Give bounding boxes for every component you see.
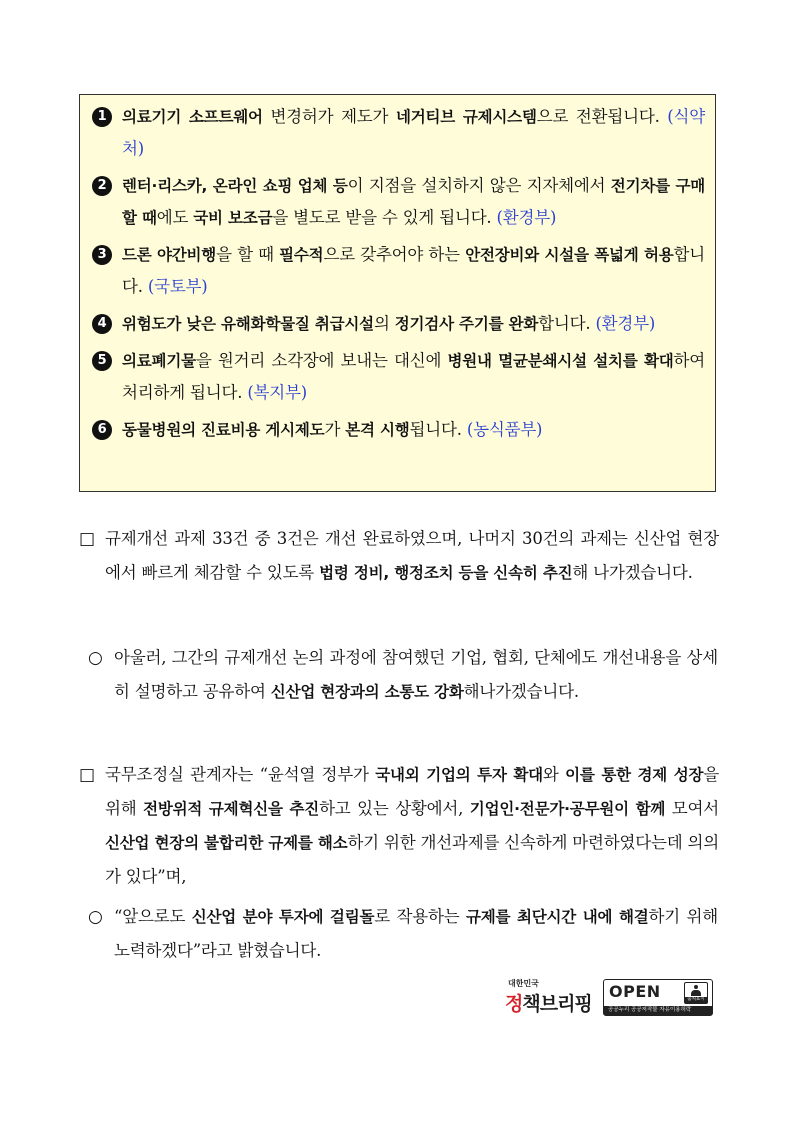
paragraph-text bbox=[114, 641, 718, 709]
bold-text: 동물병원의 진료비용 게시제도 bbox=[122, 421, 325, 439]
sub-paragraph bbox=[88, 641, 718, 709]
summary-item-text bbox=[122, 308, 705, 340]
bold-text: 국비 보조금 bbox=[193, 209, 273, 227]
text-run: 해나가겠습니다. bbox=[463, 682, 579, 701]
bold-text: 본격 시행 bbox=[345, 421, 410, 439]
text-run: 을 별도로 받을 수 있게 됩니다. bbox=[272, 208, 497, 227]
text-run: 로 작용하는 bbox=[374, 907, 466, 926]
agency-label: (환경부) bbox=[496, 208, 557, 227]
briefing-small-text: 대한민국 bbox=[508, 979, 539, 988]
text-run: 을 위해 bbox=[105, 765, 719, 818]
agency-label: (국토부) bbox=[147, 277, 208, 296]
agency-label: (복지부) bbox=[247, 383, 308, 402]
agency-label: (농식품부) bbox=[466, 420, 543, 439]
text-run: 으로 갖추어야 하는 bbox=[323, 245, 466, 264]
bold-text: 기업인·전문가·공무원이 함께 bbox=[469, 800, 666, 818]
text-run: 을 할 때 bbox=[216, 245, 280, 264]
bold-text: 위험도가 낮은 유해화학물질 취급시설 bbox=[122, 315, 374, 333]
attribution-type-badge bbox=[684, 982, 708, 1004]
item-number-badge: 2 bbox=[92, 176, 112, 196]
summary-item-text bbox=[122, 239, 705, 303]
bold-text: 국내외 기업의 투자 확대 bbox=[375, 766, 543, 784]
text-run: 규제개선 과제 33건 중 3건은 개선 완료하였으며, 나머지 30건의 과제는 신산업 현장에서 빠르게 체감할 수 있도록 bbox=[105, 529, 719, 582]
bold-text: 렌터·리스카, 온라인 쇼핑 업체 등 bbox=[122, 177, 348, 195]
summary-box bbox=[79, 94, 716, 492]
bold-text: 안전장비와 시설을 폭넓게 허용 bbox=[465, 246, 674, 264]
bold-text: 신산업 현장과의 소통도 강화 bbox=[270, 683, 464, 701]
text-run: 하여 처리하게 됩니다. bbox=[122, 351, 705, 402]
item-number-badge: 5 bbox=[92, 351, 112, 371]
text-run: 이 지점을 설치하지 않은 지자체에서 bbox=[347, 176, 611, 195]
bold-text: 전방위적 규제혁신을 추진 bbox=[143, 800, 320, 818]
item-number-badge: 6 bbox=[92, 420, 112, 440]
bold-text: 이를 통한 경제 성장 bbox=[565, 766, 704, 784]
kogl-open-license-logo[interactable] bbox=[603, 979, 713, 1016]
text-run: 의 bbox=[373, 314, 395, 333]
paragraph-text bbox=[114, 900, 718, 968]
square-bullet-icon: □ bbox=[79, 765, 95, 785]
bold-text: 정기검사 주기를 완화 bbox=[394, 315, 539, 333]
bold-text: 전기차를 구매할 때 bbox=[122, 177, 705, 227]
text-run: 합니다. bbox=[538, 314, 596, 333]
item-number-badge: 3 bbox=[92, 245, 112, 265]
paragraph bbox=[79, 758, 719, 894]
text-run: 합니다. bbox=[122, 245, 706, 296]
policy-briefing-logo[interactable] bbox=[505, 978, 597, 1018]
circle-bullet-icon: ○ bbox=[88, 648, 103, 668]
bold-text: 법령 정비, 행정조치 등을 신속히 추진 bbox=[319, 564, 573, 582]
summary-item bbox=[92, 239, 705, 303]
summary-item-text bbox=[122, 414, 705, 446]
agency-label: (식약처) bbox=[122, 107, 706, 158]
attribution-label: 출처표시 bbox=[685, 997, 707, 1003]
text-run: 와 bbox=[542, 765, 566, 784]
briefing-big-text: 정책브리핑 bbox=[505, 993, 592, 1015]
bold-text: 필수적 bbox=[279, 246, 324, 264]
square-bullet-icon: □ bbox=[79, 529, 95, 549]
kogl-bar: 공공누리 공공저작물 자유이용허락 bbox=[604, 1006, 712, 1015]
bold-text: 병원내 멸균분쇄시설 설치를 확대 bbox=[447, 352, 674, 370]
summary-item-text bbox=[122, 101, 705, 165]
sub-paragraph bbox=[88, 900, 718, 968]
circle-bullet-icon: ○ bbox=[88, 907, 103, 927]
bold-text: 신산업 현장의 불합리한 규제를 해소 bbox=[105, 834, 348, 852]
text-run: 하고 있는 상황에서, bbox=[319, 799, 470, 818]
text-run: 아울러, 그간의 규제개선 논의 과정에 참여했던 기업, 협회, 단체에도 개선내용을 상세히 설명하고 공유하여 bbox=[114, 648, 718, 701]
bold-text: 의료기기 소프트웨어 bbox=[122, 108, 263, 126]
summary-item-text bbox=[122, 345, 705, 409]
bold-text: 드론 야간비행 bbox=[122, 246, 217, 264]
footer-logos bbox=[505, 978, 715, 1018]
text-run: 으로 전환됩니다. bbox=[536, 107, 668, 126]
person-icon bbox=[691, 985, 701, 997]
text-run: 국무조정실 관계자는 “윤석열 정부가 bbox=[105, 765, 376, 784]
text-run: 하기 위해 노력하겠다”라고 밝혔습니다. bbox=[114, 907, 719, 960]
agency-label: (환경부) bbox=[595, 314, 656, 333]
summary-item bbox=[92, 170, 705, 234]
summary-item bbox=[92, 414, 705, 446]
bold-text: 신산업 분야 투자에 걸림돌 bbox=[191, 908, 375, 926]
text-run: 을 원거리 소각장에 보내는 대신에 bbox=[195, 351, 448, 370]
text-run: 해 나가겠습니다. bbox=[572, 563, 693, 582]
paragraph-text bbox=[105, 522, 719, 590]
text-run: 하기 위한 개선과제를 신속하게 마련하였다는데 의의가 있다”며, bbox=[105, 833, 719, 886]
text-run: 에도 bbox=[156, 208, 194, 227]
paragraph bbox=[79, 522, 719, 590]
bold-text: 규제를 최단시간 내에 해결 bbox=[466, 908, 649, 926]
paragraph-text bbox=[105, 758, 719, 894]
item-number-badge: 4 bbox=[92, 314, 112, 334]
text-run: 가 bbox=[324, 420, 346, 439]
bold-text: 네거티브 규제시스템 bbox=[395, 108, 537, 126]
summary-item-text bbox=[122, 170, 705, 234]
text-run: 변경허가 제도가 bbox=[262, 107, 396, 126]
bold-text: 의료폐기물 bbox=[122, 352, 196, 370]
item-number-badge: 1 bbox=[92, 107, 112, 127]
text-run: 모여서 bbox=[665, 799, 720, 818]
text-run: 됩니다. bbox=[409, 420, 467, 439]
summary-item bbox=[92, 345, 705, 409]
open-word: OPEN bbox=[609, 982, 661, 1001]
summary-item bbox=[92, 101, 705, 165]
text-run: “앞으로도 bbox=[114, 907, 192, 926]
summary-item bbox=[92, 308, 705, 340]
